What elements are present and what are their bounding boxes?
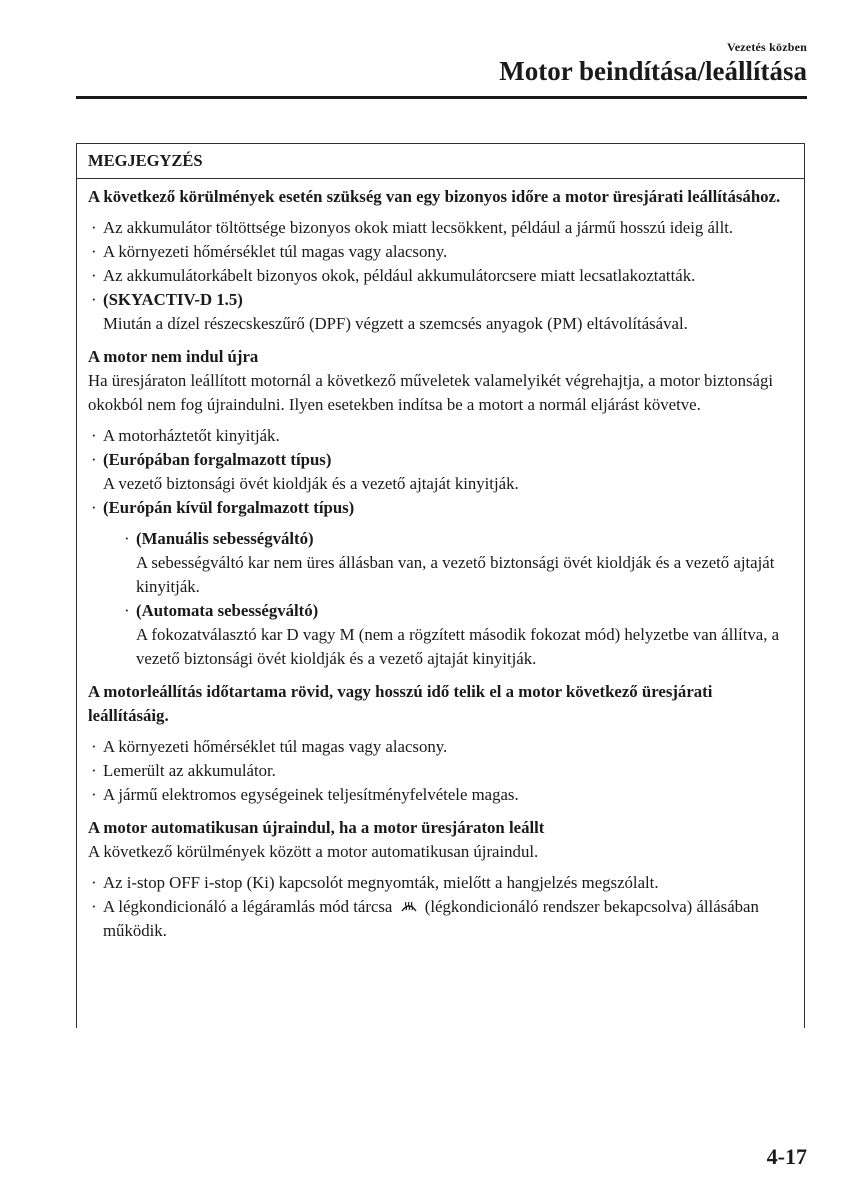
manual-label: (Manuális sebességváltó): [136, 529, 314, 548]
skyactiv-text: Miután a dízel részecskeszűrő (DPF) végzett a szemcsés anyagok (PM) eltávolításával.: [103, 314, 688, 333]
outside-europe-label: (Európán kívül forgalmazott típus): [103, 498, 355, 517]
s4-list: [88, 871, 792, 943]
manual-text: A sebességváltó kar nem üres állásban van, a vezető biztonsági övét kioldják és a vezető ajtaját kinyitják.: [136, 553, 775, 596]
s2-title: A motor nem indul újra: [88, 347, 259, 366]
s2-intro: Ha üresjáraton leállított motornál a következő műveletek valamelyikét végrehajtja, a motor biztonsági okokból nem fog újraindulni. Ilyen esetekben indítsa be a motort a normál eljárást követve.: [88, 371, 773, 414]
list-item: · Az i-stop OFF i-stop (Ki) kapcsolót megnyomták, mielőtt a hangjelzés megszólalt.: [88, 871, 792, 895]
item2-before: A légkondicionáló a légáramlás mód tárcsa: [103, 897, 393, 916]
skyactiv-label: (SKYACTIV-D 1.5): [103, 290, 243, 309]
list-item: · A motorháztetőt kinyitják.: [88, 424, 792, 448]
list-item: · Az akkumulátorkábelt bizonyos okok, például akkumulátorcsere miatt lecsatlakoztatták.: [88, 264, 792, 288]
page-number: 4-17: [766, 1144, 807, 1169]
europe-text: A vezető biztonsági övét kioldják és a vezető ajtaját kinyitják.: [103, 474, 519, 493]
s2-list: [88, 424, 792, 671]
item2-after: (légkondicionáló rendszer bekapcsolva) állásában működik.: [103, 897, 759, 940]
list-item: [121, 599, 792, 671]
s3-title: A motorleállítás időtartama rövid, vagy hosszú idő telik el a motor következő üresjárati leállításáig.: [88, 682, 713, 725]
section-label: Vezetés közben: [726, 40, 807, 54]
list-item: · A környezeti hőmérséklet túl magas vagy alacsony.: [88, 240, 792, 264]
s1-list: [88, 216, 792, 336]
note-box: [76, 143, 805, 1028]
list-item: · A jármű elektromos egységeinek teljesítményfelvétele magas.: [88, 783, 792, 807]
list-item: · A környezeti hőmérséklet túl magas vagy alacsony.: [88, 735, 792, 759]
s4-title: A motor automatikusan újraindul, ha a motor üresjáraton leállt: [88, 818, 545, 837]
s1-title: A következő körülmények esetén szükség van egy bizonyos időre a motor üresjárati leállításához.: [88, 187, 781, 206]
europe-label: (Európában forgalmazott típus): [103, 450, 332, 469]
list-item: [88, 496, 792, 671]
transmission-list: [103, 527, 792, 671]
auto-label: (Automata sebességváltó): [136, 601, 319, 620]
header-rule: [76, 96, 807, 99]
page-title: Motor beindítása/leállítása: [499, 56, 807, 86]
list-item: [88, 448, 792, 496]
s4-intro: A következő körülmények között a motor automatikusan újraindul.: [88, 842, 539, 861]
list-item: [121, 527, 792, 599]
auto-text: A fokozatválasztó kar D vagy M (nem a rögzített második fokozat mód) helyzetbe van állítva, a vezető biztonsági övét kioldják és a vezető ajtaját kinyitják.: [136, 625, 780, 668]
windshield-defrost-icon: [400, 899, 418, 913]
list-item: [88, 288, 792, 336]
list-item: [88, 895, 792, 943]
note-heading: MEGJEGYZÉS: [77, 144, 804, 179]
s3-list: [88, 735, 792, 807]
list-item: · Lemerült az akkumulátor.: [88, 759, 792, 783]
note-body: [77, 179, 804, 943]
list-item: · Az akkumulátor töltöttsége bizonyos okok miatt lecsökkent, például a jármű hosszú ideig állt.: [88, 216, 792, 240]
